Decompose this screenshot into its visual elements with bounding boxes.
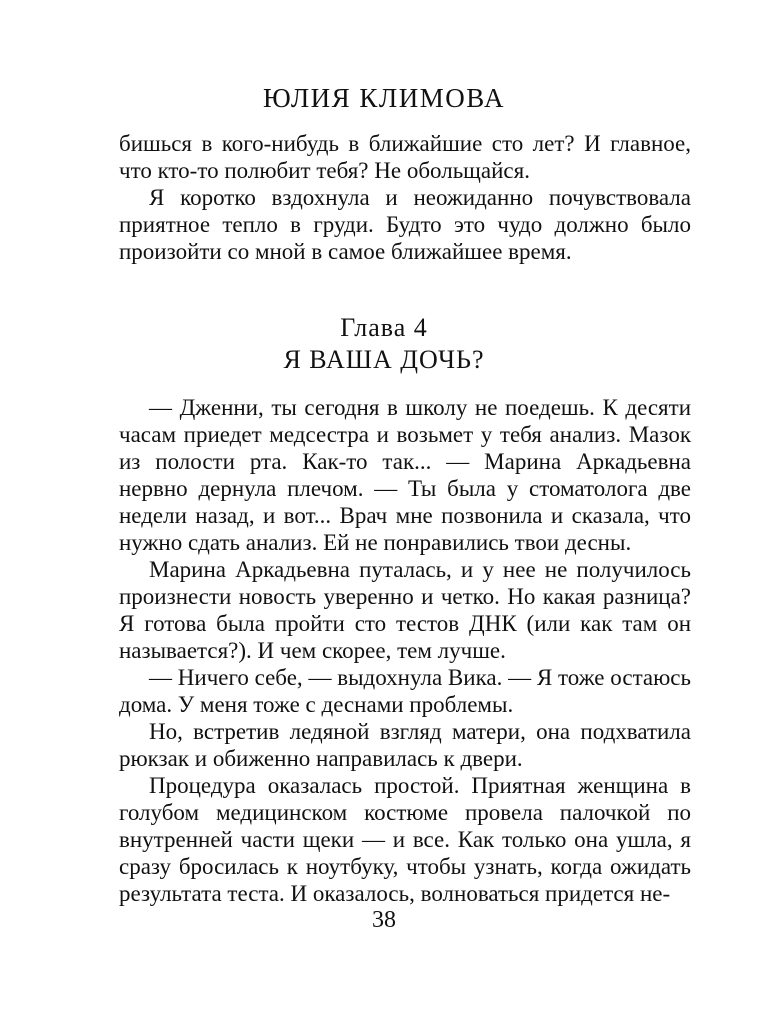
paragraph: — Дженни, ты сегодня в школу не поедешь. К десяти часам приедет медсестра и возьмет у тебя анализ. Мазок из полости рта. Как-то так... — Марина Аркадьевна нервно дернула плечом. — Ты была у стоматолога две недели назад, и вот... Врач мне позвонила и сказала, что нужно сдать анализ. Ей не понравились твои десны. <box>119 395 691 555</box>
chapter-title: Я ВАША ДОЧЬ? <box>283 345 485 374</box>
paragraph: Но, встретив ледяной взгляд матери, она подхватила рюкзак и обиженно направилась к двери. <box>119 719 691 771</box>
paragraph: Процедура оказалась простой. Приятная женщина в голубом медицинском костюме провела палочкой по внутренней части щеки — и все. Как только она ушла, я сразу бросилась к ноутбуку, чтобы узнать, когда ожидать результата теста. И оказалось, волноваться придется не- <box>119 773 691 906</box>
paragraph: Марина Аркадьевна путалась, и у нее не получилось произнести новость уверенно и четко. Но какая разница? Я готова была пройти сто тестов ДНК (или как там он называется?). И чем скорее, тем лучше. <box>119 557 691 663</box>
continuation-text <box>119 130 691 265</box>
chapter-body <box>119 394 691 907</box>
paragraph: бишься в кого-нибудь в ближайшие сто лет? И главное, что кто-то полюбит тебя? Не обольщайся. <box>119 131 691 183</box>
running-header: ЮЛИЯ КЛИМОВА <box>262 83 506 113</box>
page-number: 38 <box>372 907 396 933</box>
paragraph: Я коротко вздохнула и неожиданно почувствовала приятное тепло в груди. Будто это чудо должно было произойти со мной в самое ближайшее время. <box>119 185 691 264</box>
paragraph: — Ничего себе, — выдохнула Вика. — Я тоже остаюсь дома. У меня тоже с деснами проблемы. <box>119 665 691 717</box>
chapter-label: Глава 4 <box>340 313 428 342</box>
